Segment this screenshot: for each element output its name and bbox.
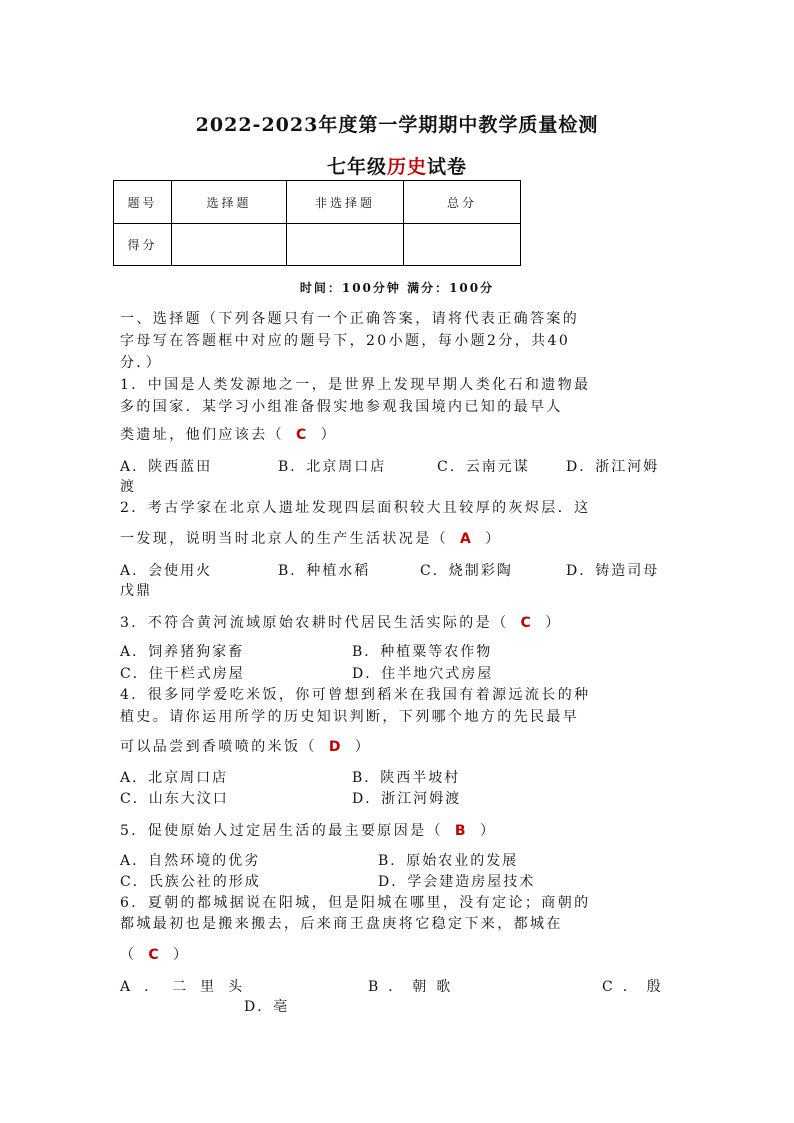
time-info: 时间：100分钟 满分：100分 (299, 281, 495, 295)
score-table-header-row (114, 181, 521, 224)
option-a: A．二里头 (120, 979, 257, 995)
subtitle-subject: 历史 (386, 156, 427, 178)
question-stem (120, 528, 672, 548)
score-table-cell: 得分 (114, 224, 172, 266)
question-text: 类遗址，他们应该去（ (120, 427, 284, 443)
paren-close: ） (354, 739, 372, 755)
option-b: B．陕西半坡村 (352, 770, 461, 786)
question-text: 6．夏朝的都城据说在阳城，但是阳城在哪里，没有定论；商朝的 (120, 895, 591, 911)
option-b: B．种植粟等农作物 (352, 644, 493, 660)
question-text: 2．考古学家在北京人遗址发现四层面积较大且较厚的灰烬层．这 (120, 500, 591, 516)
option-a: A．北京周口店 (120, 770, 229, 786)
subtitle-suffix: 试卷 (427, 156, 468, 178)
subtitle-grade: 七年级 (326, 156, 387, 178)
option-c: C．住干栏式房屋 (120, 666, 245, 682)
section-intro-line: 一、选择题（下列各题只有一个正确答案，请将代表正确答案的 (120, 311, 580, 327)
question-stem (120, 612, 672, 632)
section-intro-line: 分．） (120, 355, 163, 371)
question-stem (120, 820, 672, 840)
option-d: D．学会建造房屋技术 (378, 874, 536, 890)
paren-close: ） (479, 823, 497, 839)
question-text: 5．促使原始人过定居生活的最主要原因是（ (120, 823, 443, 839)
option-d: D．铸造司母 (566, 563, 660, 579)
option-d: D．亳 (244, 999, 290, 1015)
question-text: 植史。请你运用所学的历史知识判断，下列哪个地方的先民最早 (120, 709, 580, 725)
section-intro-line: 字母写在答题框中对应的题号下，20小题，每小题2分，共40 (120, 333, 571, 349)
question-text: （ (120, 947, 137, 963)
question-text: 多的国家．某学习小组准备假实地参观我国境内已知的最早人 (120, 399, 563, 415)
option-c: C．烧制彩陶 (420, 563, 513, 579)
option-b: B．原始农业的发展 (378, 853, 519, 869)
answer-mark: B (454, 823, 468, 839)
score-table-cell: 总分 (404, 181, 521, 224)
paren-close: ） (173, 947, 190, 963)
option-c: C．云南元谋 (437, 459, 530, 475)
option-b: B．朝歌 (368, 979, 461, 995)
score-table-cell: 非选择题 (287, 181, 404, 224)
question-stem (120, 944, 672, 964)
option-b: B．种植水稻 (278, 563, 371, 579)
option-a: A．自然环境的优劣 (120, 853, 261, 869)
question-stem (120, 736, 672, 756)
score-input-cell (287, 224, 404, 266)
answer-mark: C (520, 615, 534, 631)
score-table-score-row (114, 224, 521, 266)
paren-close: ） (320, 427, 338, 443)
score-input-cell (172, 224, 287, 266)
option-wrap: 渡 (120, 479, 136, 495)
option-c: C．殷 (602, 979, 671, 995)
answer-mark: D (328, 739, 343, 755)
answer-mark: C (148, 947, 162, 963)
score-table-cell: 选择题 (172, 181, 287, 224)
option-d: D．住半地穴式房屋 (352, 666, 494, 682)
exam-title: 2022-2023年度第一学期期中教学质量检测 (195, 114, 599, 136)
paren-close: ） (545, 615, 562, 631)
score-table (113, 180, 521, 266)
option-wrap: 戊鼎 (120, 583, 152, 599)
option-a: A．陕西蓝田 (120, 459, 213, 475)
score-table-cell: 题号 (114, 181, 172, 224)
score-input-cell (404, 224, 521, 266)
question-text: 都城最初也是搬来搬去，后来商王盘庚将它稳定下来，都城在 (120, 916, 563, 932)
option-c: C．氏族公社的形成 (120, 874, 261, 890)
option-a: A．会使用火 (120, 563, 213, 579)
question-text: 可以品尝到香喷喷的米饭（ (120, 739, 317, 755)
question-text: 1．中国是人类发源地之一，是世界上发现早期人类化石和遗物最 (120, 377, 591, 393)
question-text: 一发现，说明当时北京人的生产生活状况是（ (120, 531, 448, 547)
answer-mark: C (296, 427, 309, 443)
option-b: B．北京周口店 (278, 459, 387, 475)
option-a: A．饲养猪狗家畜 (120, 644, 245, 660)
option-c: C．山东大汶口 (120, 791, 229, 807)
question-text: 3．不符合黄河流域原始农耕时代居民生活实际的是（ (120, 615, 509, 631)
exam-subtitle (0, 152, 794, 179)
question-stem (120, 424, 672, 444)
option-d: D．浙江河姆 (566, 459, 660, 475)
paren-close: ） (485, 531, 502, 547)
option-d: D．浙江河姆渡 (352, 791, 462, 807)
answer-mark: A (460, 531, 474, 547)
question-text: 4．很多同学爱吃米饭，你可曾想到稻米在我国有着源远流长的种 (120, 687, 591, 703)
